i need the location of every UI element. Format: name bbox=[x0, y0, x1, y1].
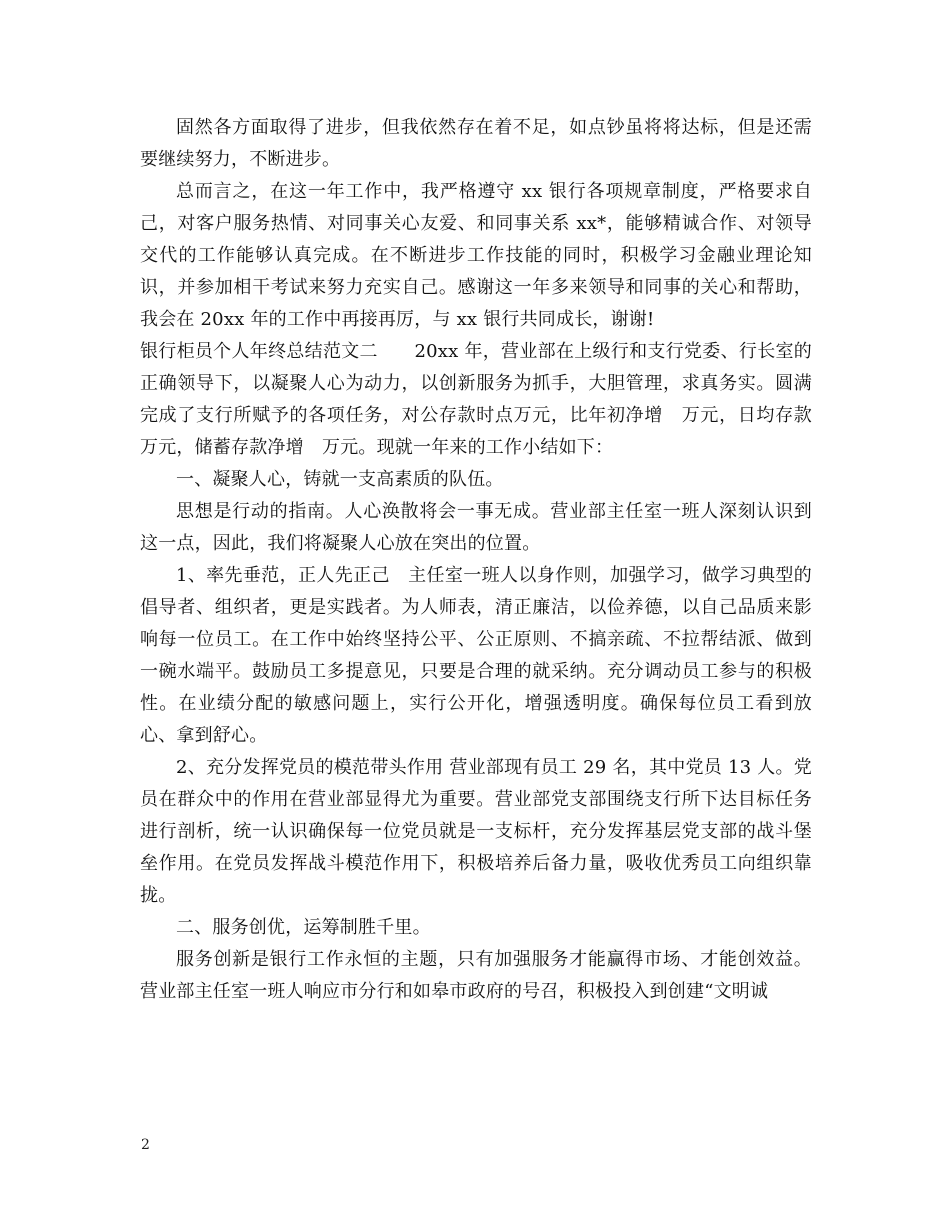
paragraph-7: 2、充分发挥党员的模范带头作用 营业部现有员工 29 名，其中党员 13 人。党员在群众中的作用在营业部显得尤为重要。营业部党支部围绕支行所下达目标任务进行剖析，统一认识确保每一位党员就是一支标杆，充分发挥基层党支部的战斗堡垒作用。在党员发挥战斗模范作用下，积极培养后备力量，吸收优秀员工向组织靠拢。 bbox=[140, 757, 812, 906]
paragraph-8-heading: 二、服务创优，运筹制胜千里。 bbox=[176, 917, 431, 938]
paragraph-2: 总而言之，在这一年工作中，我严格遵守 xx 银行各项规章制度，严格要求自己，对客户服务热情、对同事关心友爱、和同事关系 xx*，能够精诚合作、对领导交代的工作能够认真完成。在不断进步工作技能的同时，积极学习金融业理论知识，并参加相干考试来努力充实自己。感谢这一年多来领导和同事的关心和帮助，我会在 20xx 年的工作中再接再厉，与 xx 银行共同成长，谢谢! bbox=[140, 181, 812, 330]
paragraph-1: 固然各方面取得了进步，但我依然存在着不足，如点钞虽将将达标，但是还需要继续努力，不断进步。 bbox=[140, 117, 812, 170]
paragraph-4-heading: 一、凝聚人心，铸就一支高素质的队伍。 bbox=[176, 469, 504, 490]
page-number: 2 bbox=[141, 1137, 150, 1153]
paragraph-6: 1、率先垂范，正人先正己 主任室一班人以身作则，加强学习，做学习典型的倡导者、组织者，更是实践者。为人师表，清正廉洁，以俭养德，以自己品质来影响每一位员工。在工作中始终坚持公平、公正原则、不搞亲疏、不拉帮结派、做到一碗水端平。鼓励员工多提意见，只要是合理的就采纳。充分调动员工参与的积极性。在业绩分配的敏感问题上，实行公开化，增强透明度。确保每位员工看到放心、拿到舒心。 bbox=[140, 565, 812, 746]
paragraph-3-section-title: 银行柜员个人年终总结范文二 20xx 年，营业部在上级行和支行党委、行长室的正确领导下，以凝聚人心为动力，以创新服务为抓手，大胆管理，求真务实。圆满完成了支行所赋予的各项任务，对公存款时点万元，比年初净增 万元，日均存款 万元，储蓄存款净增 万元。现就一年来的工作小结如下： bbox=[140, 341, 831, 458]
document-body bbox=[140, 112, 831, 1008]
paragraph-5: 思想是行动的指南。人心涣散将会一事无成。营业部主任室一班人深刻认识到这一点，因此，我们将凝聚人心放在突出的位置。 bbox=[140, 501, 812, 554]
paragraph-9: 服务创新是银行工作永恒的主题，只有加强服务才能赢得市场、才能创效益。营业部主任室一班人响应市分行和如皋市政府的号召，积极投入到创建“文明诚 bbox=[140, 949, 812, 1002]
